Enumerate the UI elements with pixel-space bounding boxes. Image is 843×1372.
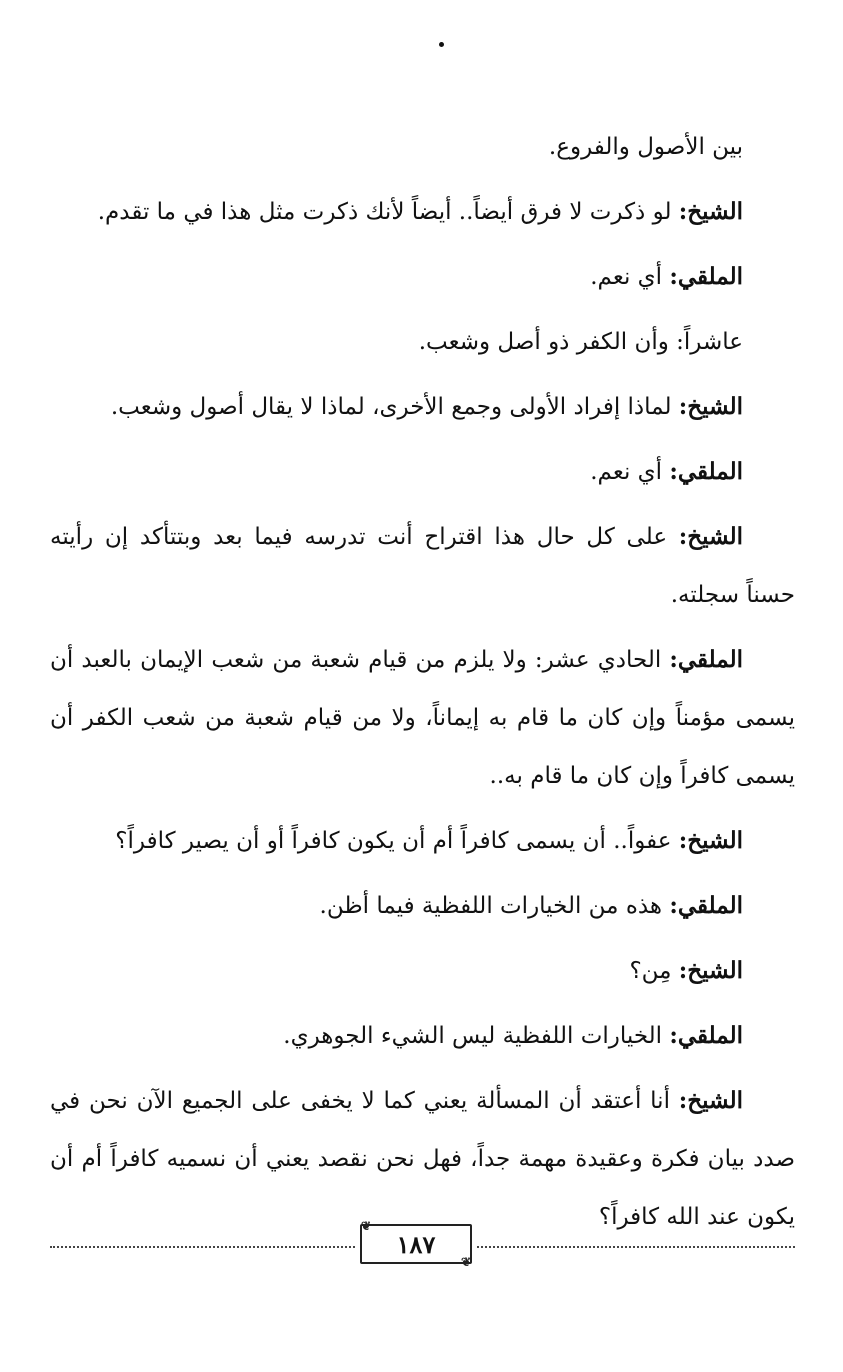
speaker-label: الشيخ: — [678, 1087, 743, 1114]
page-number-ornament-icon: ❦ — [360, 1219, 372, 1233]
speaker-label: الملقي: — [669, 892, 743, 919]
paragraph-text: على كل حال هذا اقتراح أنت تدرسه فيما بعد وبتتأكد إن رأيته حسناً سجلته. — [50, 524, 795, 608]
paragraph-3 — [50, 248, 795, 306]
top-dot-mark — [439, 42, 444, 47]
speaker-label: الملقي: — [669, 1022, 743, 1049]
paragraph-8 — [50, 631, 795, 805]
paragraph-1 — [50, 118, 795, 176]
paragraph-text: لو ذكرت لا فرق أيضاً.. أيضاً لأنك ذكرت مثل هذا في ما تقدم. — [97, 199, 679, 225]
speaker-label: الملقي: — [669, 458, 743, 485]
page-footer — [50, 1219, 795, 1270]
footer-rule-right — [477, 1246, 795, 1248]
paragraph-text: الخيارات اللفظية ليس الشيء الجوهري. — [283, 1023, 670, 1049]
paragraph-text: أنا أعتقد أن المسألة يعني كما لا يخفى على الجميع الآن نحن في صدد بيان فكرة وعقيدة مهمة جداً، فهل نحن نقصد يعني أن نسميه كافراً أم أن يكون عند الله كافراً؟ — [50, 1088, 795, 1230]
paragraph-12 — [50, 1007, 795, 1065]
footer-rule-left — [50, 1246, 355, 1248]
speaker-label: الملقي: — [669, 263, 743, 290]
paragraph-text: عفواً.. أن يسمى كافراً أم أن يكون كافراً أو أن يصير كافراً؟ — [115, 828, 679, 854]
page-number-ornament-icon: ❦ — [460, 1255, 472, 1269]
paragraph-text: مِن؟ — [629, 958, 679, 984]
paragraph-9 — [50, 812, 795, 870]
paragraph-10 — [50, 877, 795, 935]
paragraph-13 — [50, 1072, 795, 1246]
speaker-label: الشيخ: — [678, 393, 743, 420]
page-body — [50, 118, 795, 1253]
paragraph-text: هذه من الخيارات اللفظية فيما أظن. — [319, 893, 670, 919]
speaker-label: الشيخ: — [678, 827, 743, 854]
page-number-frame — [360, 1219, 472, 1269]
paragraph-11 — [50, 942, 795, 1000]
paragraph-text: الحادي عشر: ولا يلزم من قيام شعبة من شعب الإيمان بالعبد أن يسمى مؤمناً وإن كان ما قام به إيماناً، ولا من قيام شعبة من شعب الكفر أن يسمى كافراً وإن كان ما قام به.. — [50, 647, 795, 789]
speaker-label: الملقي: — [669, 646, 743, 673]
paragraph-2 — [50, 183, 795, 241]
paragraph-text: أي نعم. — [590, 264, 670, 290]
paragraph-5 — [50, 378, 795, 436]
speaker-label: الشيخ: — [678, 198, 743, 225]
paragraph-text: لماذا إفراد الأولى وجمع الأخرى، لماذا لا يقال أصول وشعب. — [110, 394, 679, 420]
paragraph-text: أي نعم. — [590, 459, 670, 485]
speaker-label: الشيخ: — [678, 957, 743, 984]
paragraph-7 — [50, 508, 795, 624]
page-number: ١٨٧ — [396, 1230, 436, 1259]
paragraph-text: عاشراً: وأن الكفر ذو أصل وشعب. — [418, 329, 743, 355]
paragraph-text: بين الأصول والفروع. — [548, 134, 743, 160]
paragraph-6 — [50, 443, 795, 501]
paragraph-4 — [50, 313, 795, 371]
speaker-label: الشيخ: — [678, 523, 743, 550]
